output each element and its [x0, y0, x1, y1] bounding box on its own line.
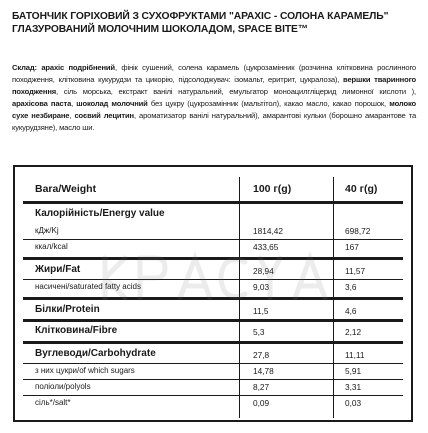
salt-100g: 0,09 [253, 398, 270, 408]
section-divider [23, 319, 403, 322]
ingredient-milk-chocolate: шоколад молочний [76, 99, 148, 109]
energy-kcal-40g: 167 [345, 242, 359, 252]
row-divider [23, 395, 403, 396]
ingredients-part: , фінік сушений, солена карамель (цукрозамінник (розчинна клітковина рослинного походження, клітковина кукурудзи та цикорію, підсолоджувач: ізомальт, еритрит, цукралоза), [12, 63, 416, 85]
header-100g: 100 г(g) [253, 183, 292, 195]
fat-label: Жири/Fat [35, 264, 81, 275]
section-divider [23, 341, 403, 344]
ingredients-part: , [69, 111, 75, 121]
product-title-line-2: ГЛАЗУРОВАНИЙ МОЛОЧНИМ ШОКОЛАДОМ, SPACE BITE™ [12, 24, 308, 35]
ingredients-part: без цукру (цукрозамінник (мальтітол), какао масло, какао порошок, [147, 99, 390, 109]
fat-100g: 28,94 [253, 266, 274, 276]
energy-kcal-100g: 433,65 [253, 242, 279, 252]
saturated-fat-100g: 9,03 [253, 282, 270, 292]
polyols-100g: 8,27 [253, 382, 270, 392]
sugars-label: з них цукри/of which sugars [35, 366, 135, 375]
protein-40g: 4,6 [345, 306, 357, 316]
nutrition-table [13, 165, 413, 422]
fibre-label: Клітковина/Fibre [35, 325, 118, 336]
saturated-fat-label: насичені/saturated fatty acids [35, 282, 141, 291]
product-title [12, 10, 418, 36]
sugars-40g: 5,91 [345, 366, 362, 376]
polyols-40g: 3,31 [345, 382, 362, 392]
ingredients-label: Склад: [12, 63, 37, 72]
section-divider [23, 297, 403, 300]
ingredients-part: , [71, 99, 77, 109]
polyols-label: поліоли/polyols [35, 382, 91, 391]
salt-label: сіль*/salt* [35, 398, 71, 407]
header-label: Bara/Weight [35, 183, 97, 195]
energy-kj-100g: 1814,42 [253, 226, 283, 236]
energy-kj-40g: 698,72 [345, 226, 371, 236]
energy-kj-label: кДж/Kj [35, 226, 59, 235]
carbohydrate-40g: 11,11 [345, 350, 365, 360]
carbohydrate-label: Вуглеводи/Carbohydrate [35, 348, 156, 359]
saturated-fat-40g: 3,6 [345, 282, 357, 292]
product-title-line-1: БАТОНЧИК ГОРІХОВИЙ З СУХОФРУКТАМИ "АРАХІС - СОЛОНА КАРАМЕЛЬ" [12, 11, 389, 22]
protein-100g: 11,5 [253, 306, 269, 316]
section-divider [23, 257, 403, 260]
fibre-40g: 2,12 [345, 327, 362, 337]
fat-40g: 11,57 [345, 266, 366, 276]
ingredients-text [12, 62, 416, 135]
row-divider [23, 379, 403, 380]
header-divider [23, 201, 403, 204]
ingredients-part: , сіль морська, екстракт ванілі натуральний, емульгатор моноацилгліцерид лимонної кислоти ), [56, 87, 416, 97]
row-divider [23, 279, 403, 280]
ingredient-cream: вершки тваринного походження [12, 75, 416, 97]
sugars-100g: 14,78 [253, 366, 274, 376]
header-40g: 40 г(g) [345, 183, 378, 195]
ingredient-peanut-paste: арахісова паста [12, 99, 72, 109]
ingredient-peanut: арахіс подрібнений [41, 63, 115, 72]
energy-kcal-label: ккал/kcal [35, 242, 68, 251]
fibre-100g: 5,3 [253, 327, 265, 337]
protein-label: Білки/Protein [35, 304, 100, 315]
row-divider [23, 239, 403, 240]
ingredient-soy-lecithin: соєвий лецитин [74, 111, 134, 121]
row-divider [23, 363, 403, 364]
salt-40g: 0,03 [345, 398, 362, 408]
ingredients-part: , ароматизатор ванілі натуральний), амарантові кульки (борошно амарантове та кукурудзяне), масло ши. [12, 111, 417, 133]
carbohydrate-100g: 27,8 [253, 350, 270, 360]
energy-label: Калорійність/Energy value [35, 208, 165, 219]
ingredient-milk-powder: молоко сухе незбиране [12, 99, 416, 121]
